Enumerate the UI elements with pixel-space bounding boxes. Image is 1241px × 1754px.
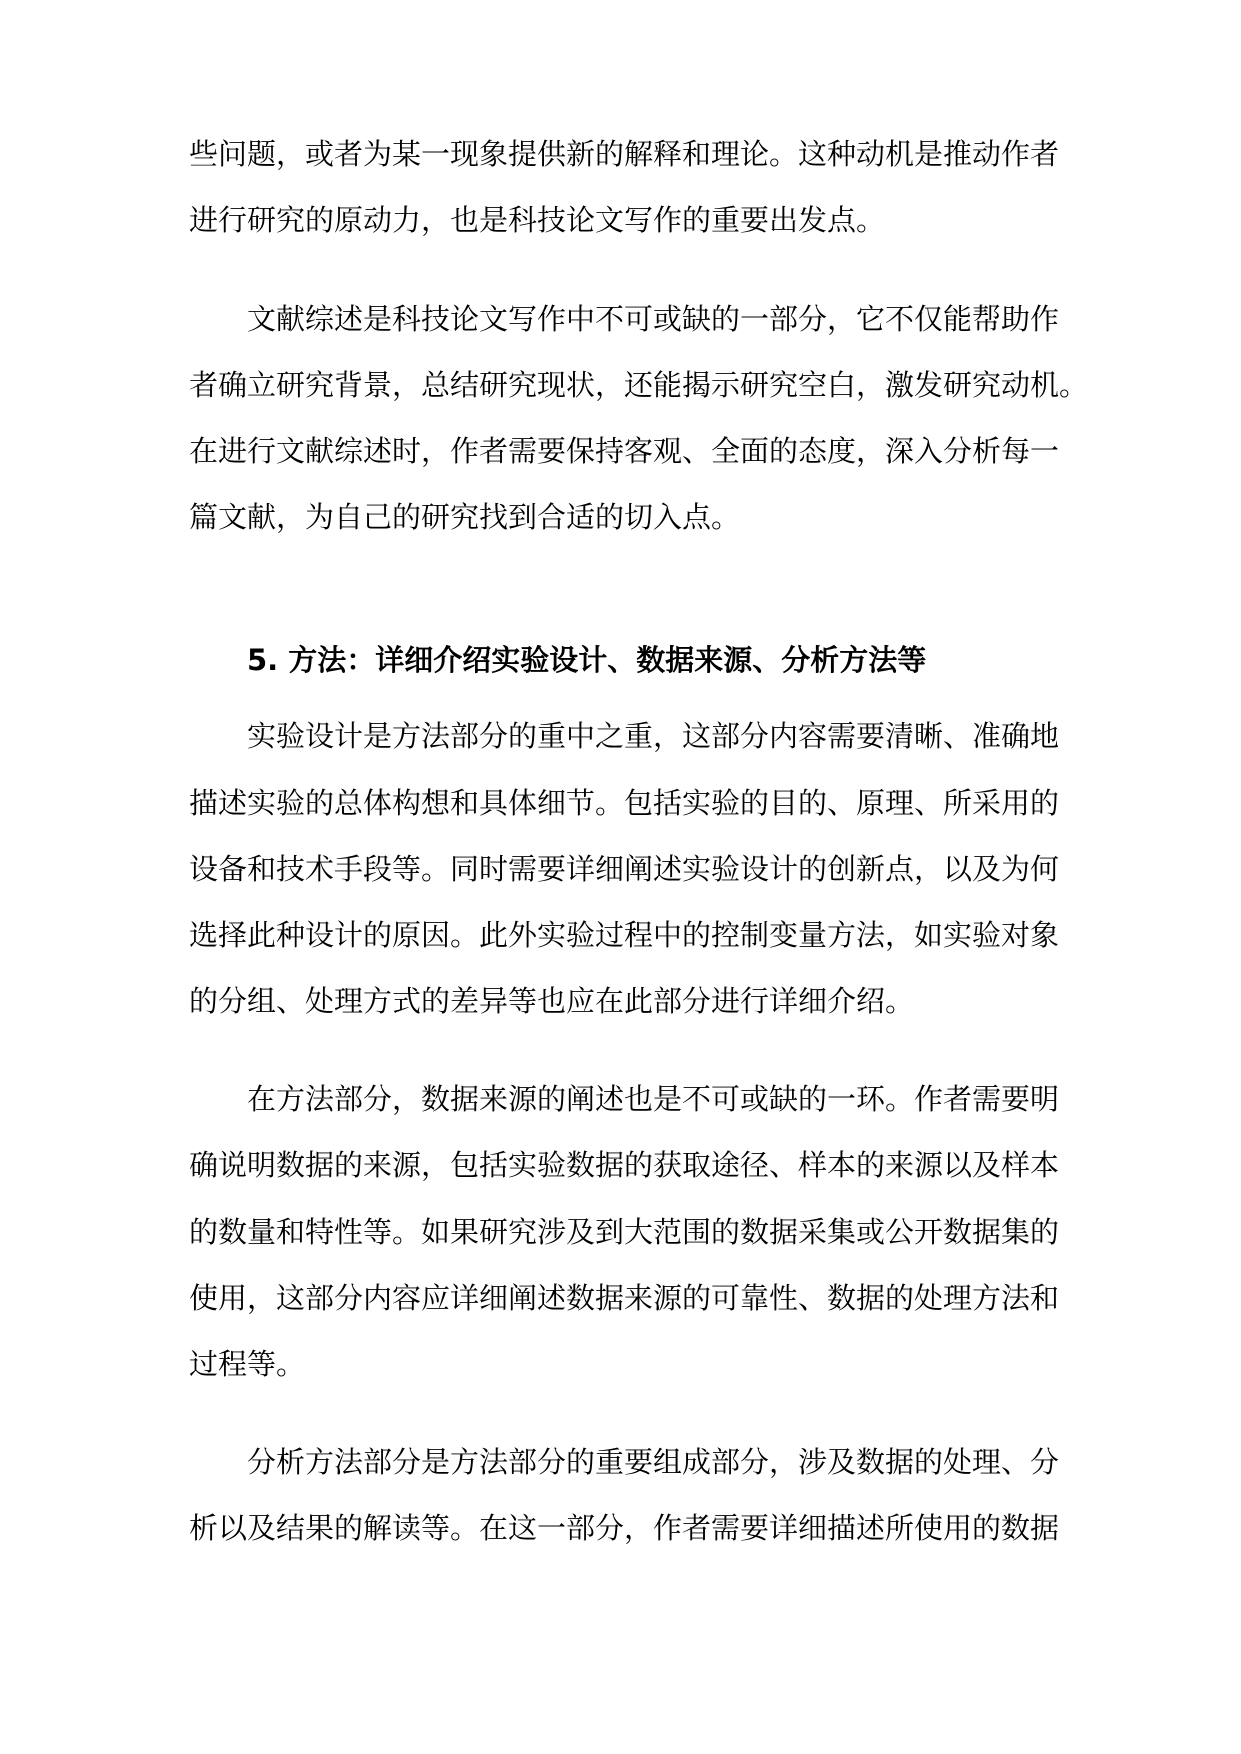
paragraph-line: 进行研究的原动力，也是科技论文写作的重要出发点。 xyxy=(189,203,886,237)
paragraph-line: 篇文献，为自己的研究找到合适的切入点。 xyxy=(189,500,741,534)
paragraph-line: 在方法部分，数据来源的阐述也是不可或缺的一环。作者需要明 xyxy=(247,1082,1060,1116)
paragraph-line: 过程等。 xyxy=(189,1347,306,1381)
paragraph-line: 分析方法部分是方法部分的重要组成部分，涉及数据的处理、分 xyxy=(247,1445,1060,1479)
paragraph-line: 析以及结果的解读等。在这一部分，作者需要详细描述所使用的数据 xyxy=(189,1511,1060,1545)
paragraph-line: 实验设计是方法部分的重中之重，这部分内容需要清晰、准确地 xyxy=(247,719,1060,753)
paragraph-line: 的数量和特性等。如果研究涉及到大范围的数据采集或公开数据集的 xyxy=(189,1215,1060,1249)
paragraph-line: 在进行文献综述时，作者需要保持客观、全面的态度，深入分析每一 xyxy=(189,434,1060,468)
paragraph-line: 选择此种设计的原因。此外实验过程中的控制变量方法，如实验对象 xyxy=(189,918,1060,952)
paragraph-line: 使用，这部分内容应详细阐述数据来源的可靠性、数据的处理方法和 xyxy=(189,1281,1060,1315)
paragraph-line: 的分组、处理方式的差异等也应在此部分进行详细介绍。 xyxy=(189,984,915,1018)
paragraph-line: 描述实验的总体构想和具体细节。包括实验的目的、原理、所采用的 xyxy=(189,786,1060,820)
section-heading: 5. 方法：详细介绍实验设计、数据来源、分析方法等 xyxy=(247,643,927,677)
paragraph-line: 者确立研究背景，总结研究现状，还能揭示研究空白，激发研究动机。 xyxy=(189,368,1089,402)
paragraph-line: 确说明数据的来源，包括实验数据的获取途径、样本的来源以及样本 xyxy=(189,1148,1060,1182)
paragraph-line: 设备和技术手段等。同时需要详细阐述实验设计的创新点，以及为何 xyxy=(189,852,1060,886)
paragraph-line: 些问题，或者为某一现象提供新的解释和理论。这种动机是推动作者 xyxy=(189,137,1060,171)
paragraph-line: 文献综述是科技论文写作中不可或缺的一部分，它不仅能帮助作 xyxy=(247,302,1060,336)
